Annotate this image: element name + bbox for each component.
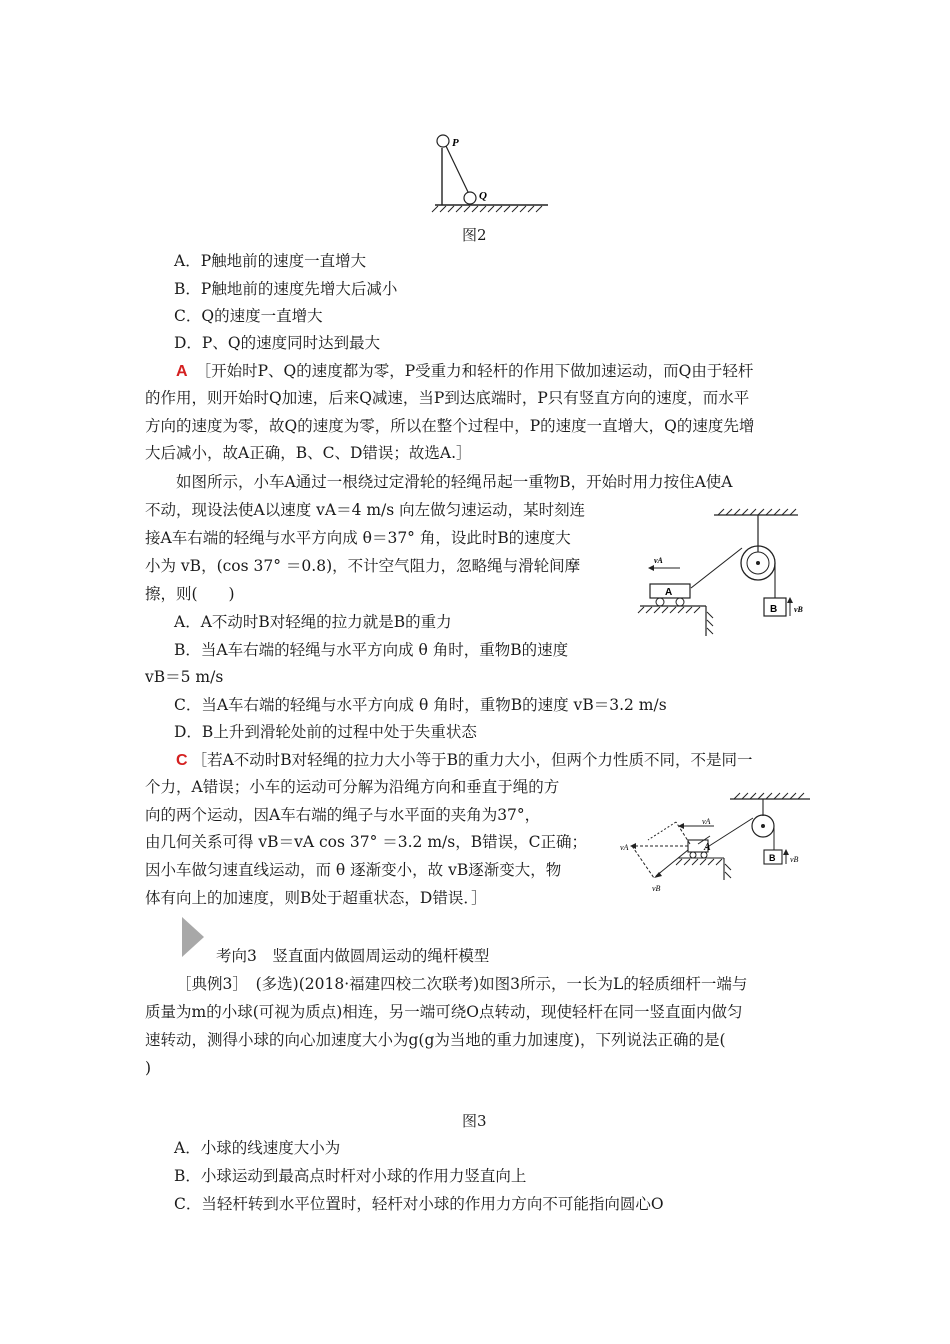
q2-explanation-line-5: 因小车做匀速直线运动，而 θ 逐渐变小，故 vB逐渐变大，物 bbox=[145, 861, 562, 879]
q2-stem-line-1: 如图所示，小车A通过一根绕过定滑轮的轻绳吊起一重物B，开始时用力按住A使A bbox=[176, 473, 733, 491]
q1-option-b: B．P触地前的速度先增大后减小 bbox=[174, 280, 398, 298]
q3-option-b: B．小球运动到最高点时杆对小球的作用力竖直向上 bbox=[174, 1167, 527, 1185]
label-va-left: vA bbox=[620, 843, 629, 852]
q2-stem-line-2: 不动，现设法使A以速度 vA＝4 m/s 向左做匀速运动，某时刻连 bbox=[145, 501, 586, 519]
figure-2-diagram bbox=[430, 126, 550, 216]
q3-stem-line-3: 速转动，测得小球的向心加速度大小为g(g为当地的重力加速度)，下列说法正确的是( bbox=[145, 1031, 726, 1049]
q1-explanation-line-1: A ［开始时P、Q的速度都为零，P受重力和轻杆的作用下做加速运动，而Q由于轻杆 bbox=[176, 362, 754, 380]
q3-option-c: C．当轻杆转到水平位置时，轻杆对小球的作用力方向不可能指向圆心O bbox=[174, 1195, 664, 1213]
q2-pulley-figure bbox=[636, 512, 816, 652]
q2-stem-line-5: 擦，则( ) bbox=[145, 585, 235, 603]
label-vb-low: vB bbox=[652, 884, 661, 893]
q2-stem-line-3: 接A车右端的轻绳与水平方向成 θ＝37° 角，设此时B的速度大 bbox=[145, 529, 571, 547]
q2-explanation-line-1: C ［若A不动时B对轻绳的拉力大小等于B的重力大小，但两个力性质不同，不是同一 bbox=[176, 751, 753, 769]
section-marker-icon bbox=[182, 917, 204, 957]
label-q: Q bbox=[479, 190, 487, 202]
q2-option-b-cont: vB＝5 m/s bbox=[145, 668, 224, 686]
label-b-expl: B bbox=[769, 853, 776, 863]
q2-option-c: C．当A车右端的轻绳与水平方向成 θ 角时，重物B的速度 vB＝3.2 m/s bbox=[174, 696, 667, 714]
label-va: vA bbox=[654, 556, 663, 565]
q1-explanation-line-3: 方向的速度为零，故Q的速度为零，所以在整个过程中，P的速度一直增大，Q的速度先增 bbox=[145, 417, 755, 435]
q3-stem-line-2: 质量为m的小球(可视为质点)相连，另一端可绕O点转动，现使轻杆在同一竖直面内做匀 bbox=[145, 1003, 743, 1021]
q2-option-d: D．B上升到滑轮处前的过程中处于失重状态 bbox=[174, 723, 477, 741]
q1-answer-letter: A bbox=[176, 363, 188, 380]
q2-option-b: B．当A车右端的轻绳与水平方向成 θ 角时，重物B的速度 bbox=[174, 641, 569, 659]
q1-option-a: A．P触地前的速度一直增大 bbox=[174, 252, 367, 270]
q2-explanation-figure bbox=[618, 794, 818, 894]
label-va-top: vA bbox=[702, 817, 711, 826]
label-b: B bbox=[770, 604, 778, 615]
label-a-expl: A bbox=[704, 842, 711, 853]
label-a: A bbox=[665, 587, 673, 598]
figure-2-caption: 图2 bbox=[462, 226, 487, 244]
q2-explanation-line-3: 向的两个运动，因A车右端的绳子与水平面的夹角为37°， bbox=[145, 806, 541, 824]
q1-explanation-line-4: 大后减小，故A正确，B、C、D错误；故选A.］ bbox=[145, 444, 472, 462]
q1-explanation-line-2: 的作用，则开始时Q加速，后来Q减速，当P到达底端时，P只有竖直方向的速度，而水平 bbox=[145, 389, 750, 407]
figure-3-caption: 图3 bbox=[462, 1112, 487, 1130]
label-vb-expl: vB bbox=[790, 855, 799, 864]
q2-option-a: A．A不动时B对轻绳的拉力就是B的重力 bbox=[174, 613, 452, 631]
label-vb: vB bbox=[794, 605, 803, 614]
q2-explanation-line-2: 个力，A错误；小车的运动可分解为沿绳方向和垂直于绳的方 bbox=[145, 778, 560, 796]
q1-option-c: C．Q的速度一直增大 bbox=[174, 307, 323, 325]
label-p: P bbox=[452, 137, 459, 149]
q2-explanation-line-4: 由几何关系可得 vB＝vA cos 37° ＝3.2 m/s，B错误，C正确； bbox=[145, 833, 587, 851]
section-title: 考向3 竖直面内做圆周运动的绳杆模型 bbox=[216, 947, 490, 965]
q3-stem-line-4: ) bbox=[145, 1059, 152, 1077]
q1-option-d: D．P、Q的速度同时达到最大 bbox=[174, 334, 381, 352]
q2-stem-line-4: 小为 vB，(cos 37° ＝0.8)，不计空气阻力，忽略绳与滑轮间摩 bbox=[145, 557, 581, 575]
q2-answer-letter: C bbox=[176, 752, 188, 769]
q3-option-a: A．小球的线速度大小为 bbox=[174, 1139, 341, 1157]
q2-explanation-line-6: 体有向上的加速度，则B处于超重状态，D错误．］ bbox=[145, 889, 487, 907]
q3-stem-line-1: ［典例3］ (多选)(2018·福建四校二次联考)如图3所示，一长为L的轻质细杆一端与 bbox=[176, 975, 748, 993]
